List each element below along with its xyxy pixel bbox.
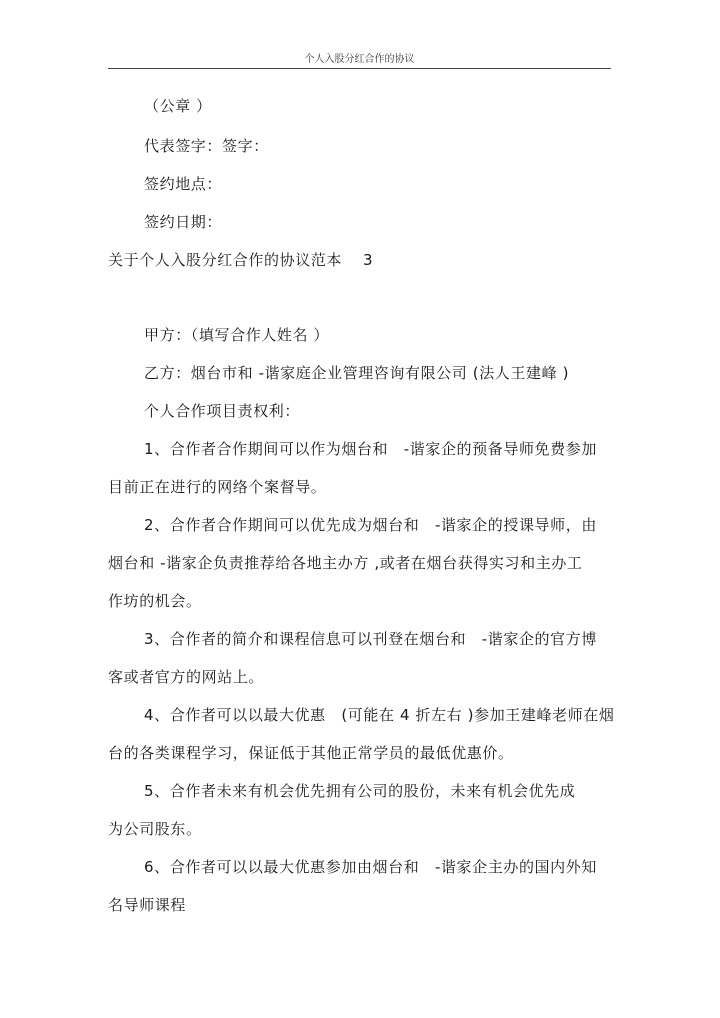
item-5-line-1: 5、合作者未来有机会优先拥有公司的股份，未来有机会优先成 [144, 782, 576, 800]
item-3-line-1: 3、合作者的简介和课程信息可以刊登在烟台和 -谐家企的官方博 [144, 630, 597, 648]
item-1-line-2: 目前正在进行的网络个案督导。 [108, 478, 327, 496]
party-b-line: 乙方：烟台市和 -谐家庭企业管理咨询有限公司 (法人王建峰 ) [144, 364, 570, 382]
item-2-line-2: 烟台和 -谐家企负责推荐给各地主办方 ,或者在烟台获得实习和主办工 [108, 554, 583, 572]
item-2-line-1: 2、合作者合作期间可以优先成为烟台和 -谐家企的授课导师，由 [144, 516, 597, 534]
signing-place-line: 签约地点： [144, 175, 223, 193]
item-3-line-2: 客或者官方的网站上。 [108, 668, 265, 686]
item-1-line-1: 1、合作者合作期间可以作为烟台和 -谐家企的预备导师免费参加 [144, 440, 597, 458]
representative-signature-line: 代表签字：签字： [144, 137, 269, 155]
item-4-line-2: 台的各类课程学习，保证低于其他正常学员的最低优惠价。 [108, 744, 514, 762]
header-divider [108, 68, 611, 69]
section-title: 关于个人入股分红合作的协议范本 3 [108, 251, 374, 269]
item-6-line-2: 名导师课程 [108, 896, 187, 914]
item-2-line-3: 作坊的机会。 [108, 592, 202, 610]
seal-line: （公章 ） [144, 97, 212, 115]
signing-date-line: 签约日期： [144, 213, 223, 231]
party-a-line: 甲方：（填写合作人姓名 ） [144, 326, 330, 344]
page-header-title: 个人入股分红合作的协议 [304, 54, 415, 65]
item-5-line-2: 为公司股东。 [108, 820, 202, 838]
item-4-line-1: 4、合作者可以以最大优惠 (可能在 4 折左右 )参加王建峰老师在烟 [144, 706, 615, 724]
rights-title: 个人合作项目责权利： [144, 402, 301, 420]
item-6-line-1: 6、合作者可以以最大优惠参加由烟台和 -谐家企主办的国内外知 [144, 858, 597, 876]
